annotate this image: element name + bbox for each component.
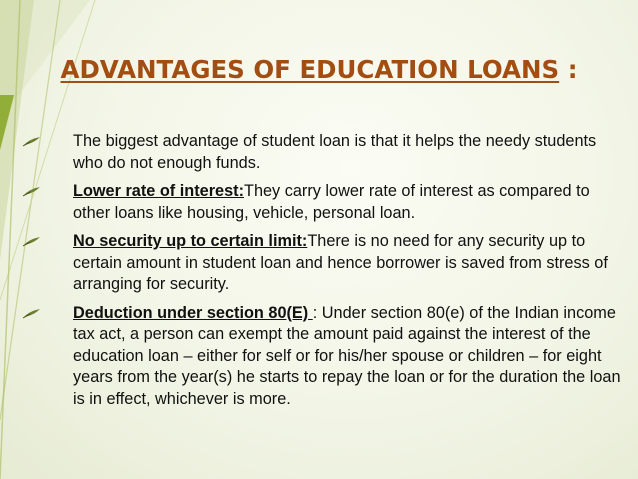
- slide-title-text: ADVANTAGES OF EDUCATION LOANS: [60, 55, 560, 84]
- bullet-heading: Lower rate of interest:: [73, 182, 244, 200]
- bullet-text: : Under section 80(e) of the Indian income tax act, a person can exempt the amount paid against the interest of the education loan – either for self or for his/her spouse or children – for eight years from the year(s) he starts to repay the loan or for the duration the loan is in effect, whichever is more.: [73, 303, 621, 408]
- bullet-text: They carry lower rate of interest as compared to other loans like housing, vehicle, personal loan.: [73, 182, 590, 222]
- quill-pen-icon: [22, 236, 41, 247]
- bullet-item: [22, 131, 630, 174]
- quill-pen-icon: [22, 186, 41, 197]
- bullet-text: The biggest advantage of student loan is that it helps the needy students who do not enough funds.: [73, 132, 597, 172]
- bullet-item: [22, 231, 630, 296]
- bullet-heading: Deduction under section 80(E): [73, 303, 313, 322]
- quill-pen-icon: [22, 136, 41, 147]
- bullet-item: [22, 181, 630, 224]
- bullet-list: [22, 131, 630, 417]
- slide-title: [0, 55, 638, 84]
- bullet-heading: No security up to certain limit:: [73, 232, 308, 250]
- slide-title-colon: :: [559, 55, 578, 84]
- bullet-text: There is no need for any security up to certain amount in student loan and hence borrower is saved from stress of arranging for security.: [73, 232, 608, 293]
- quill-pen-icon: [22, 308, 41, 319]
- bullet-item: [22, 303, 630, 411]
